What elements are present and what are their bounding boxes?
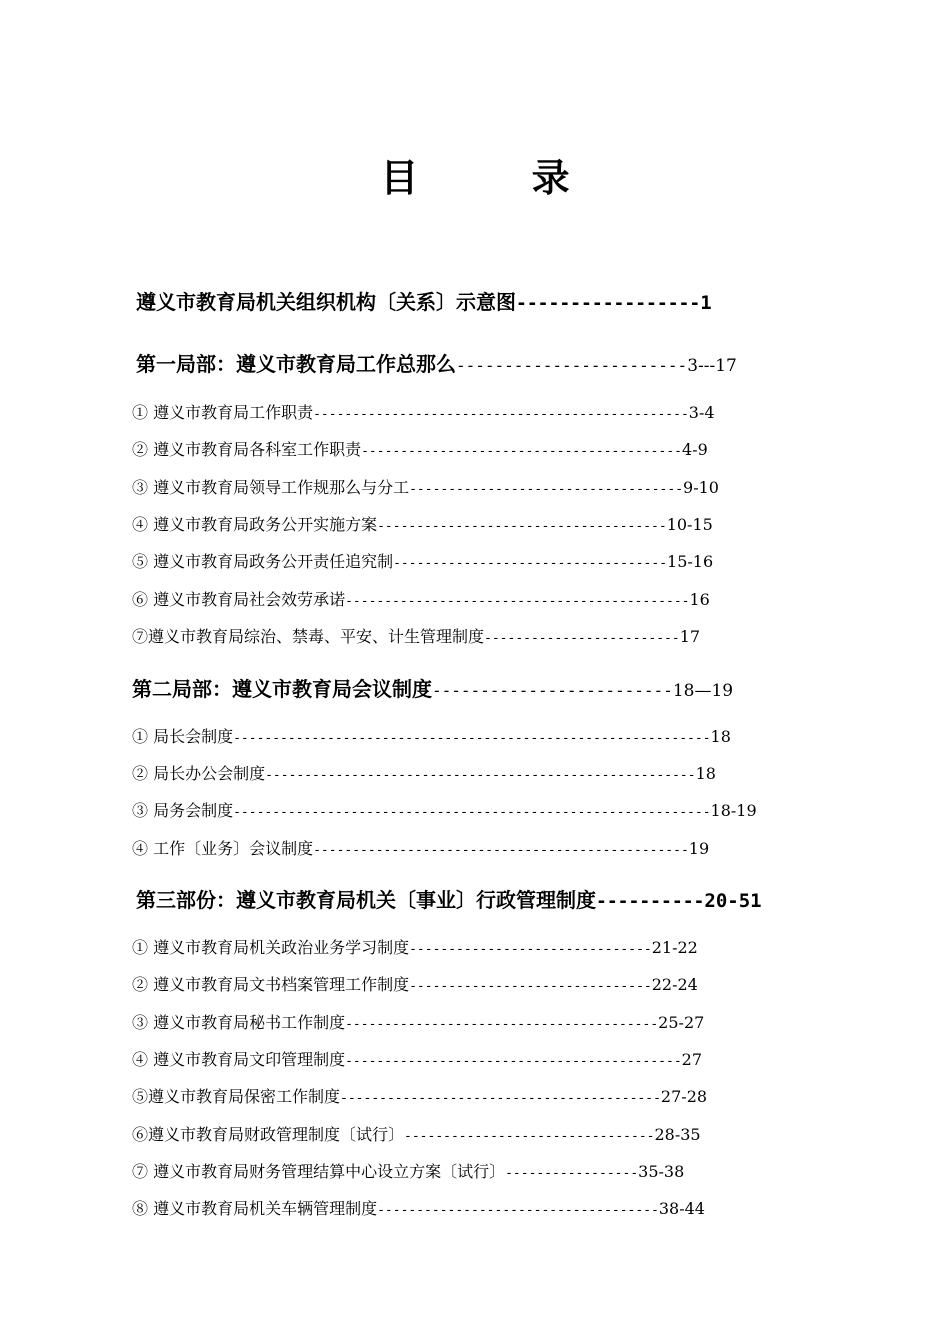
toc-leader: ------------------------------------------------------------- xyxy=(233,805,711,820)
toc-item xyxy=(132,935,698,958)
toc-item-title: ⑦ 遵义市教育局财务管理结算中心设立方案〔试行〕 xyxy=(132,1162,506,1181)
toc-item xyxy=(132,587,710,610)
toc-item xyxy=(132,836,709,859)
toc-page-number: 27 xyxy=(681,1050,702,1069)
toc-page-number: 35-38 xyxy=(638,1162,685,1181)
toc-item xyxy=(132,1196,705,1219)
toc-page-number: 18—19 xyxy=(672,681,734,701)
toc-item-title: ② 遵义市教育局各科室工作职责 xyxy=(132,440,362,459)
toc-page-number: 18-19 xyxy=(710,801,757,820)
toc-page-number: 16 xyxy=(689,590,710,609)
toc-item-title: ⑦遵义市教育局综治、禁毒、平安、计生管理制度 xyxy=(132,627,485,646)
toc-leader: ------------------------------- xyxy=(409,979,652,994)
toc-page-number: 38-44 xyxy=(658,1199,705,1218)
toc-page-number: 3-4 xyxy=(688,403,715,422)
toc-page-number: 1 xyxy=(700,292,712,314)
toc-page-number: 3---17 xyxy=(687,356,737,376)
toc-leader: ------------------------------- xyxy=(409,942,652,957)
toc-section-1 xyxy=(136,348,737,377)
toc-leader: ----------------------------------------- xyxy=(340,1091,661,1106)
toc-item-title: ⑤ 遵义市教育局政务公开责任追究制 xyxy=(132,552,394,571)
toc-leader: ------------------------------------------------ xyxy=(313,407,689,422)
toc-item xyxy=(132,798,757,821)
toc-section-title: 第三部份：遵义市教育局机关〔事业〕行政管理制度 xyxy=(136,888,596,912)
toc-item xyxy=(132,400,715,423)
toc-item-title: ⑥ 遵义市教育局社会效劳承诺 xyxy=(132,590,346,609)
toc-leader: ----------------------------------------- xyxy=(361,444,682,459)
toc-section-title: 第一局部：遵义市教育局工作总那么 xyxy=(136,352,456,376)
toc-leader: ------------------------------------------- xyxy=(345,1054,682,1069)
toc-page-number: 25-27 xyxy=(658,1013,705,1032)
toc-leader: ------------------------- xyxy=(484,631,680,646)
toc-section-3 xyxy=(136,884,762,913)
toc-page-number: 18 xyxy=(710,727,731,746)
toc-item-title: ① 局长会制度 xyxy=(132,727,234,746)
toc-leader: -------------------------------- xyxy=(404,1129,655,1144)
toc-item xyxy=(132,475,719,498)
toc-item-title: ③ 遵义市教育局秘书工作制度 xyxy=(132,1013,346,1032)
toc-leader: ------------------------ xyxy=(456,356,688,375)
toc-leader: ------------------------- xyxy=(432,681,673,700)
toc-section-title: 遵义市教育局机关组织机构〔关系〕示意图 xyxy=(136,290,516,314)
toc-item-title: ④ 遵义市教育局政务公开实施方案 xyxy=(132,515,378,534)
toc-leader: ----------------------------------- xyxy=(393,556,668,571)
toc-item xyxy=(132,1084,707,1107)
toc-item-title: ② 局长办公会制度 xyxy=(132,764,266,783)
toc-page-number: 27-28 xyxy=(660,1087,708,1106)
toc-item xyxy=(132,1047,702,1070)
toc-leader: -------------------------------------------- xyxy=(345,594,690,609)
toc-item xyxy=(132,1010,704,1033)
toc-item xyxy=(132,624,700,647)
toc-item xyxy=(132,724,731,747)
toc-leader: ------------------------------------- xyxy=(377,519,667,534)
toc-item-title: ② 遵义市教育局文书档案管理工作制度 xyxy=(132,975,410,994)
toc-leader: ----------------- xyxy=(516,293,701,314)
toc-leader: ----------------------------------- xyxy=(409,482,684,497)
toc-leader: ------------------------------------------------ xyxy=(313,843,689,858)
toc-page-number: 19 xyxy=(688,839,710,858)
toc-page-number: 10-15 xyxy=(666,515,713,534)
toc-leader: ------------------------------------------------------------- xyxy=(233,731,711,746)
toc-leader: ---------- xyxy=(596,891,705,912)
toc-page-number: 18 xyxy=(695,764,716,783)
toc-leader: ---------------------------------------- xyxy=(345,1017,659,1032)
toc-item-title: ⑥遵义市教育局财政管理制度〔试行〕 xyxy=(132,1125,405,1144)
toc-page-number: 20-51 xyxy=(704,890,762,912)
toc-item xyxy=(132,512,713,535)
page-title: 目 录 xyxy=(380,156,620,200)
toc-item xyxy=(132,437,708,460)
toc-page-number: 21-22 xyxy=(651,938,698,957)
toc-item-title: ⑤遵义市教育局保密工作制度 xyxy=(132,1087,341,1106)
toc-section-2 xyxy=(132,673,733,702)
toc-item xyxy=(132,1122,701,1145)
toc-item xyxy=(132,972,698,995)
toc-page-number: 17 xyxy=(679,627,701,646)
toc-page-number: 9-10 xyxy=(683,478,719,497)
toc-leader: ------------------------------------------------------- xyxy=(265,768,696,783)
toc-page-number: 4-9 xyxy=(682,440,708,459)
toc-leader: ------------------------------------ xyxy=(377,1203,659,1218)
toc-leader: ----------------- xyxy=(505,1166,639,1181)
toc-page-number: 22-24 xyxy=(651,975,698,994)
toc-item xyxy=(132,761,716,784)
toc-page-number: 28-35 xyxy=(654,1125,701,1144)
toc-item-title: ④ 工作〔业务〕会议制度 xyxy=(132,839,314,858)
toc-item-title: ④ 遵义市教育局文印管理制度 xyxy=(132,1050,346,1069)
toc-item-title: ③ 遵义市教育局领导工作规那么与分工 xyxy=(132,478,410,497)
toc-item-title: ① 遵义市教育局工作职责 xyxy=(132,403,314,422)
toc-item-title: ⑧ 遵义市教育局机关车辆管理制度 xyxy=(132,1199,378,1218)
toc-section-title: 第二局部：遵义市教育局会议制度 xyxy=(132,677,432,701)
toc-item xyxy=(132,1159,684,1182)
toc-item xyxy=(132,549,713,572)
toc-page-number: 15-16 xyxy=(667,552,714,571)
toc-item-title: ③ 局务会制度 xyxy=(132,801,234,820)
toc-section-0 xyxy=(136,286,712,315)
toc-item-title: ① 遵义市教育局机关政治业务学习制度 xyxy=(132,938,410,957)
